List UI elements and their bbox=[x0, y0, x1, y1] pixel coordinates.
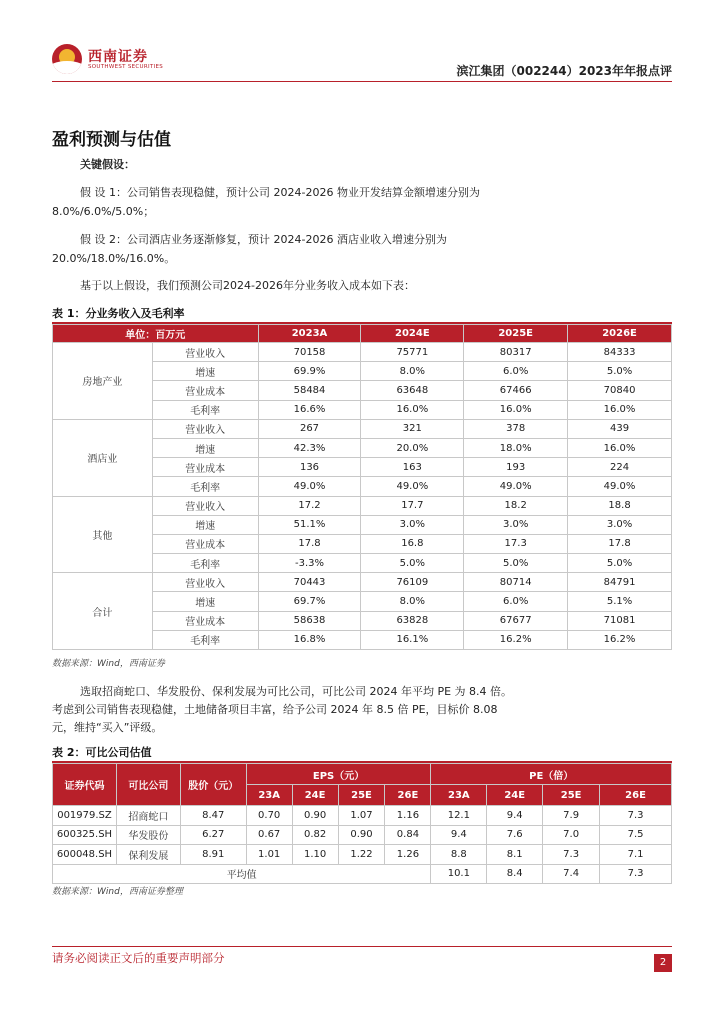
header-divider bbox=[52, 81, 672, 82]
table-cell: 84791 bbox=[568, 573, 672, 592]
table-row bbox=[53, 496, 672, 515]
table-cell: 001979.SZ bbox=[53, 806, 117, 826]
metric-label: 营业收入 bbox=[152, 343, 258, 362]
table-1-header-2023a: 2023A bbox=[258, 325, 361, 343]
table-2-header-eps: EPS（元） bbox=[246, 764, 431, 785]
assumption-1-line-1: 假 设 1：公司销售表现稳健，预计公司 2024-2026 物业开发结算金额增速分别为 bbox=[80, 186, 480, 199]
table-cell: 7.1 bbox=[600, 845, 672, 865]
table-cell: 63828 bbox=[361, 611, 464, 630]
table-cell: 7.0 bbox=[543, 825, 600, 845]
table-cell: 84333 bbox=[568, 343, 672, 362]
table-cell: 58638 bbox=[258, 611, 361, 630]
metric-label: 营业收入 bbox=[152, 419, 258, 438]
table-cell: 70158 bbox=[258, 343, 361, 362]
metric-label: 增速 bbox=[152, 362, 258, 381]
table-cell: 49.0% bbox=[258, 477, 361, 496]
average-row bbox=[53, 864, 672, 884]
table-cell: 193 bbox=[464, 458, 568, 477]
table-cell: 1.07 bbox=[338, 806, 385, 826]
logo-name-en: SOUTHWEST SECURITIES bbox=[88, 64, 164, 70]
company-name: 招商蛇口 bbox=[116, 806, 180, 826]
page-number: 2 bbox=[654, 954, 672, 972]
table-cell: 5.0% bbox=[568, 362, 672, 381]
footer-disclaimer: 请务必阅读正文后的重要声明部分 bbox=[52, 951, 225, 965]
table-1-caption: 表 1：分业务收入及毛利率 bbox=[52, 307, 185, 320]
table-cell: 5.0% bbox=[568, 554, 672, 573]
segment-name: 房地产业 bbox=[53, 343, 153, 420]
table-cell: 6.0% bbox=[464, 592, 568, 611]
table-cell: 1.26 bbox=[385, 845, 431, 865]
metric-label: 毛利率 bbox=[152, 554, 258, 573]
table-cell: 18.8 bbox=[568, 496, 672, 515]
table-cell: 0.67 bbox=[246, 825, 292, 845]
assumption-2-line-2: 20.0%/18.0%/16.0%。 bbox=[52, 252, 176, 265]
table-cell: 6.0% bbox=[464, 362, 568, 381]
forecast-intro: 基于以上假设，我们预测公司2024-2026年分业务收入成本如下表： bbox=[80, 279, 415, 292]
table-cell: 5.1% bbox=[568, 592, 672, 611]
table-cell: 0.82 bbox=[292, 825, 338, 845]
table-cell: 7.9 bbox=[543, 806, 600, 826]
metric-label: 毛利率 bbox=[152, 477, 258, 496]
table-cell: 16.1% bbox=[361, 630, 464, 649]
table-2-header-code: 证券代码 bbox=[53, 764, 117, 806]
table-cell: 49.0% bbox=[568, 477, 672, 496]
metric-label: 毛利率 bbox=[152, 630, 258, 649]
table-cell: 20.0% bbox=[361, 438, 464, 457]
table-cell: 3.0% bbox=[361, 515, 464, 534]
table-cell: 17.8 bbox=[568, 534, 672, 553]
table-row bbox=[53, 343, 672, 362]
table-1-header-2025e: 2025E bbox=[464, 325, 568, 343]
metric-label: 毛利率 bbox=[152, 400, 258, 419]
table-cell: 8.91 bbox=[180, 845, 246, 865]
table-row bbox=[53, 845, 672, 865]
report-title: 滨江集团（002244）2023年年报点评 bbox=[456, 64, 672, 78]
table-cell: 70840 bbox=[568, 381, 672, 400]
table-cell: 69.7% bbox=[258, 592, 361, 611]
segment-name: 其他 bbox=[53, 496, 153, 573]
table-cell: 16.0% bbox=[361, 400, 464, 419]
footer-divider bbox=[52, 946, 672, 947]
average-pe-cell: 7.3 bbox=[600, 864, 672, 884]
metric-label: 营业成本 bbox=[152, 611, 258, 630]
table-2-header-eps-year: 24E bbox=[292, 785, 338, 806]
table-cell: 378 bbox=[464, 419, 568, 438]
table-cell: 0.84 bbox=[385, 825, 431, 845]
table-cell: 17.2 bbox=[258, 496, 361, 515]
table-cell: 5.0% bbox=[361, 554, 464, 573]
table-cell: 16.0% bbox=[464, 400, 568, 419]
table-cell: 163 bbox=[361, 458, 464, 477]
table-cell: 58484 bbox=[258, 381, 361, 400]
table-cell: 16.2% bbox=[464, 630, 568, 649]
table-2-header-pe-year: 26E bbox=[600, 785, 672, 806]
table-1-header-unit: 单位：百万元 bbox=[53, 325, 259, 343]
table-row bbox=[53, 419, 672, 438]
table-cell: 12.1 bbox=[431, 806, 487, 826]
table-cell: 16.8% bbox=[258, 630, 361, 649]
average-pe-cell: 10.1 bbox=[431, 864, 487, 884]
table-2-header-eps-year: 23A bbox=[246, 785, 292, 806]
table-cell: 7.3 bbox=[543, 845, 600, 865]
table-cell: 51.1% bbox=[258, 515, 361, 534]
company-name: 保利发展 bbox=[116, 845, 180, 865]
table-cell: 17.8 bbox=[258, 534, 361, 553]
table-cell: 49.0% bbox=[464, 477, 568, 496]
table-cell: 42.3% bbox=[258, 438, 361, 457]
table-cell: 67466 bbox=[464, 381, 568, 400]
table-cell: 7.6 bbox=[487, 825, 543, 845]
metric-label: 营业收入 bbox=[152, 573, 258, 592]
table-cell: 67677 bbox=[464, 611, 568, 630]
metric-label: 营业成本 bbox=[152, 534, 258, 553]
segment-revenue-table bbox=[52, 324, 672, 650]
table-cell: 224 bbox=[568, 458, 672, 477]
table-2-header-company: 可比公司 bbox=[116, 764, 180, 806]
table-row bbox=[53, 573, 672, 592]
table-cell: 69.9% bbox=[258, 362, 361, 381]
segment-name: 合计 bbox=[53, 573, 153, 650]
table-cell: 3.0% bbox=[464, 515, 568, 534]
table-cell: 600048.SH bbox=[53, 845, 117, 865]
table-cell: 7.3 bbox=[600, 806, 672, 826]
table-2-header-pe-year: 23A bbox=[431, 785, 487, 806]
table-cell: 600325.SH bbox=[53, 825, 117, 845]
average-pe-cell: 8.4 bbox=[487, 864, 543, 884]
segment-name: 酒店业 bbox=[53, 419, 153, 496]
assumption-1-line-2: 8.0%/6.0%/5.0%； bbox=[52, 205, 155, 218]
table-2-source: 数据来源：Wind，西南证券整理 bbox=[52, 887, 183, 897]
table-cell: 321 bbox=[361, 419, 464, 438]
section-title: 盈利预测与估值 bbox=[52, 130, 171, 150]
table-cell: 16.8 bbox=[361, 534, 464, 553]
table-cell: 136 bbox=[258, 458, 361, 477]
page-header bbox=[52, 40, 672, 82]
table-cell: 6.27 bbox=[180, 825, 246, 845]
table-cell: 16.0% bbox=[568, 400, 672, 419]
table-cell: 17.7 bbox=[361, 496, 464, 515]
metric-label: 营业成本 bbox=[152, 381, 258, 400]
table-cell: 18.0% bbox=[464, 438, 568, 457]
table-cell: 1.10 bbox=[292, 845, 338, 865]
assumption-2-line-1: 假 设 2：公司酒店业务逐渐修复，预计 2024-2026 酒店业收入增速分别为 bbox=[80, 233, 447, 246]
table-1-source: 数据来源：Wind，西南证券 bbox=[52, 659, 165, 669]
metric-label: 营业成本 bbox=[152, 458, 258, 477]
table-cell: 17.3 bbox=[464, 534, 568, 553]
table-cell: 75771 bbox=[361, 343, 464, 362]
key-assumptions-heading: 关键假设： bbox=[80, 158, 135, 171]
table-cell: 80714 bbox=[464, 573, 568, 592]
table-cell: 1.16 bbox=[385, 806, 431, 826]
table-cell: 0.90 bbox=[338, 825, 385, 845]
table-cell: 71081 bbox=[568, 611, 672, 630]
table-2-header-pe: PE（倍） bbox=[431, 764, 672, 785]
table-cell: 7.5 bbox=[600, 825, 672, 845]
table-cell: 1.22 bbox=[338, 845, 385, 865]
table-cell: 16.6% bbox=[258, 400, 361, 419]
table-cell: 16.0% bbox=[568, 438, 672, 457]
company-name: 华发股份 bbox=[116, 825, 180, 845]
table-cell: 16.2% bbox=[568, 630, 672, 649]
table-cell: 8.47 bbox=[180, 806, 246, 826]
table-cell: 0.70 bbox=[246, 806, 292, 826]
table-cell: 3.0% bbox=[568, 515, 672, 534]
metric-label: 增速 bbox=[152, 438, 258, 457]
table-cell: 76109 bbox=[361, 573, 464, 592]
table-cell: 80317 bbox=[464, 343, 568, 362]
table-cell: 70443 bbox=[258, 573, 361, 592]
average-label: 平均值 bbox=[53, 864, 431, 884]
table-cell: 1.01 bbox=[246, 845, 292, 865]
table-cell: 8.8 bbox=[431, 845, 487, 865]
valuation-text-line-3: 元，维持“买入”评级。 bbox=[52, 721, 163, 734]
valuation-text-line-2: 考虑到公司销售表现稳健，土地储备项目丰富，给予公司 2024 年 8.5 倍 PE，目标价 8.08 bbox=[52, 703, 498, 716]
table-cell: 8.0% bbox=[361, 362, 464, 381]
comparable-valuation-table bbox=[52, 763, 672, 884]
table-2-header-eps-year: 26E bbox=[385, 785, 431, 806]
table-1-header-2024e: 2024E bbox=[361, 325, 464, 343]
table-cell: 439 bbox=[568, 419, 672, 438]
average-pe-cell: 7.4 bbox=[543, 864, 600, 884]
valuation-text-line-1: 选取招商蛇口、华发股份、保利发展为可比公司，可比公司 2024 年平均 PE 为 8.4 倍。 bbox=[80, 685, 513, 698]
metric-label: 营业收入 bbox=[152, 496, 258, 515]
table-cell: 8.1 bbox=[487, 845, 543, 865]
table-1-header-2026e: 2026E bbox=[568, 325, 672, 343]
logo-name-cn: 西南证券 bbox=[88, 49, 148, 65]
table-cell: 267 bbox=[258, 419, 361, 438]
table-cell: 18.2 bbox=[464, 496, 568, 515]
table-cell: 8.0% bbox=[361, 592, 464, 611]
table-2-caption: 表 2：可比公司估值 bbox=[52, 746, 152, 759]
table-cell: 5.0% bbox=[464, 554, 568, 573]
table-2-header-eps-year: 25E bbox=[338, 785, 385, 806]
table-cell: 9.4 bbox=[487, 806, 543, 826]
metric-label: 增速 bbox=[152, 592, 258, 611]
table-row bbox=[53, 825, 672, 845]
table-cell: 0.90 bbox=[292, 806, 338, 826]
table-2-header-price: 股价（元） bbox=[180, 764, 246, 806]
table-2-header-pe-year: 24E bbox=[487, 785, 543, 806]
table-row bbox=[53, 806, 672, 826]
table-cell: 49.0% bbox=[361, 477, 464, 496]
company-logo-icon bbox=[52, 44, 82, 74]
table-cell: -3.3% bbox=[258, 554, 361, 573]
metric-label: 增速 bbox=[152, 515, 258, 534]
table-cell: 9.4 bbox=[431, 825, 487, 845]
table-2-header-pe-year: 25E bbox=[543, 785, 600, 806]
table-cell: 63648 bbox=[361, 381, 464, 400]
